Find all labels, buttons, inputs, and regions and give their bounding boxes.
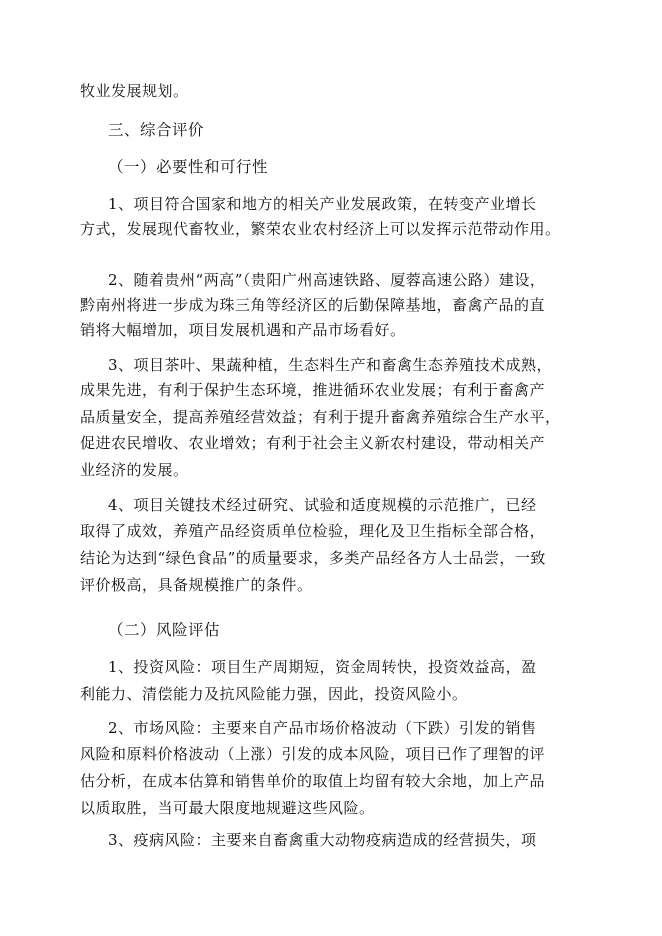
text-line: 销将大幅增加，项目发展机遇和产品市场看好。 [80, 321, 406, 339]
text-line: 评价极高，具备规模推广的条件。 [80, 576, 313, 594]
text-line: 1、投资风险：项目生产周期短，资金周转快，投资效益高，盈 [108, 658, 537, 676]
text-line: 1、项目符合国家和地方的相关产业发展政策，在转变产业增长 [108, 195, 537, 213]
subsection-heading: （二）风险评估 [108, 621, 221, 639]
text-line: 2、市场风险：主要来自产品市场价格波动（下跌）引发的销售 [108, 719, 537, 737]
section-heading: 三、综合评价 [108, 121, 205, 139]
text-line: 取得了成效，养殖产品经资质单位检验，理化及卫生指标全部合格， [80, 522, 546, 540]
text-line: 业经济的发展。 [80, 461, 189, 479]
text-line: 方式，发展现代畜牧业，繁荣农业农村经济上可以发挥示范带动作用。 [80, 220, 561, 238]
text-line: 风险和原料价格波动（上涨）引发的成本风险，项目已作了理智的评 [80, 745, 546, 763]
text-line: 利能力、清偿能力及抗风险能力强，因此，投资风险小。 [80, 685, 468, 703]
text-line: 3、疫病风险：主要来自畜禽重大动物疫病造成的经营损失，项 [108, 831, 537, 849]
text-line: 4、项目关键技术经过研究、试验和适度规模的示范推广，已经 [108, 496, 537, 514]
text-line: 促进农民增收、农业增效；有利于社会主义新农村建设，带动相关产 [80, 434, 546, 452]
text-line: 黔南州将进一步成为珠三角等经济区的后勤保障基地，畜禽产品的直 [80, 296, 546, 314]
text-line: 牧业发展规划。 [80, 82, 189, 100]
text-line: 2、随着贵州“两高”（贵阳广州高速铁路、厦蓉高速公路）建设， [108, 271, 546, 289]
text-line: 品质量安全，提高养殖经营效益；有利于提升畜禽养殖综合生产水平， [80, 408, 561, 426]
text-line: 3、项目茶叶、果蔬种植，生态料生产和畜禽生态养殖技术成熟， [108, 356, 553, 374]
text-line: 以质取胜，当可最大限度地规避这些风险。 [80, 799, 375, 817]
text-line: 估分析，在成本估算和销售单价的取值上均留有较大余地，加上产品 [80, 772, 546, 790]
text-line: 结论为达到“绿色食品”的质量要求，多类产品经各方人士品尝，一致 [80, 549, 546, 567]
subsection-heading: （一）必要性和可行性 [108, 158, 269, 176]
text-line: 成果先进，有利于保护生态环境，推进循环农业发展；有利于畜禽产 [80, 381, 546, 399]
